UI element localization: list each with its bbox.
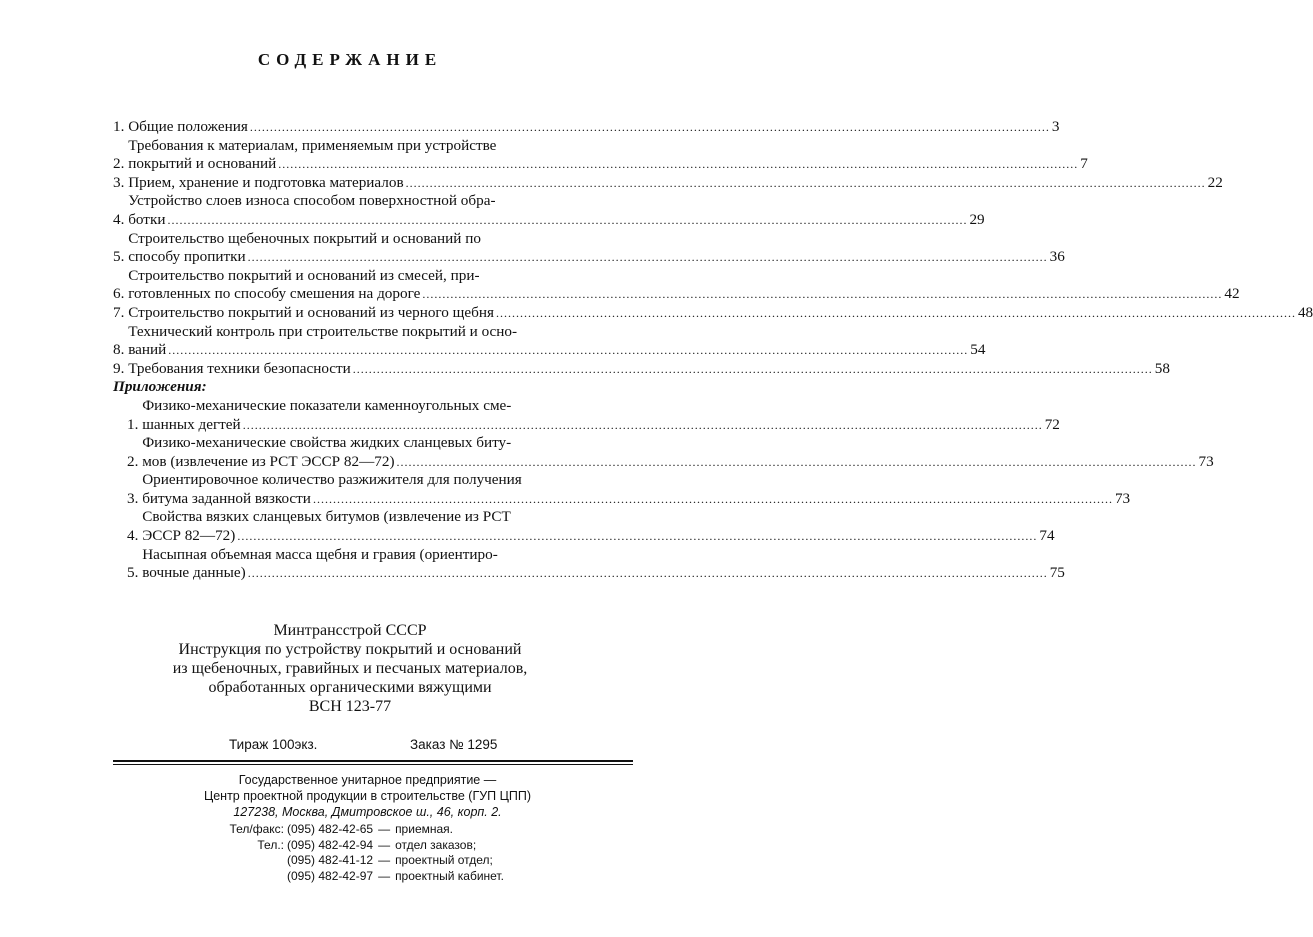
document-title-line: Инструкция по устройству покрытий и оснований (178, 641, 522, 658)
toc-entry-text: Строительство щебеночных покрытий и оснований по (128, 229, 481, 247)
toc-entry-text: Ориентировочное количество разжижителя для получения (142, 471, 522, 489)
document-title-line: обработанных органическими вяжущими (208, 679, 492, 696)
toc-page-number: 36 (1049, 248, 1065, 266)
toc-entry-number: 3. (113, 173, 129, 191)
toc-entry-text: Технический контроль при строительстве покрытий и осно- (128, 322, 518, 340)
toc-entry (113, 359, 1170, 379)
phone-row: (095) 482-41-12 — проектный отдел; (214, 853, 504, 869)
toc-entry (113, 192, 985, 229)
toc-page-number: 48 (1297, 303, 1313, 321)
toc-page-number: 54 (970, 341, 986, 359)
phone-desc: проектный отдел; (395, 853, 493, 867)
toc-entry (113, 118, 1060, 137)
toc-entry-text: ваний (128, 341, 167, 359)
toc-entry (113, 303, 1313, 323)
publisher-line: Государственное унитарное предприятие — (238, 773, 497, 787)
toc-entry-text: Устройство слоев износа способом поверхностной обра- (128, 192, 496, 210)
toc-page-number: 72 (1044, 415, 1060, 433)
toc-entry-number: 8. (113, 341, 129, 359)
toc-leader-dots: ........................................................................................................................................................................................................ (247, 250, 1048, 265)
phone-number: (095) 482-42-97 (287, 868, 374, 883)
publisher-line: Центр проектной продукции в строительстве (ГУП ЦПП) (203, 789, 532, 803)
toc-leader-dots: ........................................................................................................................................................................................................ (237, 529, 1038, 544)
toc-page-number: 75 (1049, 564, 1065, 582)
ministry-name: Минтрансстрой СССР (273, 622, 427, 639)
imprint-block (0, 621, 700, 716)
toc-entry (113, 136, 1088, 174)
phone-row: Тел.: (095) 482-42-94 — отдел заказов; (214, 838, 504, 854)
toc-entry (113, 396, 1060, 434)
phone-desc: отдел заказов; (395, 837, 477, 852)
toc-main-list (113, 118, 1313, 378)
toc-entry-text: Прием, хранение и подготовка материалов (128, 173, 404, 191)
toc-entry-number: 4. (127, 527, 143, 545)
toc-entry-number: 6. (113, 285, 129, 303)
toc-entry-text: Свойства вязких сланцевых битумов (извлечение из РСТ (142, 508, 511, 526)
toc-entry (113, 434, 1214, 471)
toc-leader-dots: ........................................................................................................................................................................................................ (249, 120, 1050, 134)
toc-entry-text: шанных дегтей (142, 415, 241, 433)
toc-page-number: 73 (1114, 489, 1131, 507)
toc-entry-text: мов (извлечение из РСТ ЭССР 82—72) (142, 452, 395, 470)
phone-label: Тел.: (257, 837, 284, 852)
toc-entry (113, 322, 986, 360)
toc-entry-text: ЭССР 82—72) (142, 527, 236, 545)
toc-entry (113, 545, 1065, 583)
phone-row: (095) 482-42-97 — проектный кабинет. (214, 869, 504, 885)
toc-entry (113, 266, 1240, 304)
page-title: СОДЕРЖАНИЕ (257, 50, 443, 69)
divider-thin (113, 764, 633, 765)
toc-page-number: 29 (969, 210, 985, 228)
phone-label (214, 853, 287, 869)
phone-list (214, 822, 504, 884)
toc-entry (113, 173, 1223, 193)
toc-entry-text: Общие положения (128, 118, 248, 135)
toc-entry-number: 1. (127, 415, 143, 433)
publisher-block (0, 772, 735, 820)
phone-label: Тел/факс: (229, 822, 284, 836)
toc-entry-number: 7. (113, 303, 129, 321)
toc-entry-number: 9. (113, 359, 129, 377)
phone-number: (095) 482-42-94 (287, 837, 374, 852)
table-of-contents (113, 118, 1313, 583)
toc-entry-number: 5. (127, 564, 143, 582)
divider-thick (113, 760, 633, 762)
phone-number: (095) 482-41-12 (287, 853, 374, 867)
toc-entry-number: 1. (113, 118, 129, 135)
toc-entry-text: ботки (128, 210, 166, 228)
toc-leader-dots: ........................................................................................................................................................................................................ (242, 417, 1043, 432)
toc-entry-text: битума заданной вязкости (142, 489, 311, 507)
toc-entry-text: вочные данные) (142, 564, 246, 582)
order-number: Заказ № 1295 (410, 737, 498, 752)
document-code: ВСН 123-77 (308, 698, 392, 715)
toc-leader-dots: ........................................................................................................................................................................................................ (278, 157, 1079, 172)
toc-leader-dots: ........................................................................................................................................................................................................ (495, 305, 1296, 320)
toc-entry-text: готовленных по способу смешения на дороге (128, 285, 421, 303)
toc-leader-dots: ........................................................................................................................................................................................................ (422, 287, 1223, 302)
toc-page-number: 3 (1051, 118, 1060, 135)
toc-leader-dots: ........................................................................................................................................................................................................ (312, 491, 1113, 506)
toc-entry-text: способу пропитки (128, 248, 246, 266)
toc-entry-text: Физико-механические свойства жидких сланцевых биту- (142, 434, 512, 452)
toc-leader-dots: ........................................................................................................................................................................................................ (247, 566, 1048, 581)
document-title-line: из щебеночных, гравийных и песчаных материалов, (172, 660, 528, 677)
appendix-heading: Приложения: (113, 378, 207, 396)
toc-entry-number: 2. (127, 452, 143, 470)
toc-entry-text: Строительство покрытий и оснований из смесей, при- (128, 266, 480, 284)
phone-number: (095) 482-42-65 (287, 822, 374, 836)
toc-leader-dots: ........................................................................................................................................................................................................ (396, 454, 1197, 469)
toc-appendix-list (113, 396, 1214, 583)
publisher-address: 127238, Москва, Дмитровское ш., 46, корп. 2. (233, 805, 502, 819)
toc-page-number: 74 (1039, 527, 1055, 545)
phone-label (214, 869, 287, 885)
phone-desc: приемная. (395, 822, 453, 836)
toc-entry-number: 4. (113, 210, 129, 228)
toc-entry-text: покрытий и оснований (128, 155, 277, 173)
toc-entry-number: 2. (113, 155, 129, 173)
toc-entry (113, 229, 1065, 267)
toc-entry-text: Физико-механические показатели каменноугольных сме- (142, 396, 512, 414)
toc-entry-number: 5. (113, 248, 129, 266)
toc-page-number: 58 (1154, 359, 1170, 377)
toc-page-number: 22 (1207, 173, 1223, 191)
toc-page-number: 42 (1224, 285, 1240, 303)
toc-entry-text: Требования к материалам, применяемым при устройстве (128, 136, 497, 154)
toc-entry (113, 471, 1131, 508)
phone-desc: проектный кабинет. (395, 868, 504, 883)
toc-entry (113, 508, 1055, 545)
toc-leader-dots: ........................................................................................................................................................................................................ (167, 212, 968, 227)
toc-entry-number: 3. (127, 489, 143, 507)
toc-leader-dots: ........................................................................................................................................................................................................ (168, 343, 969, 358)
toc-entry-text: Насыпная объемная масса щебня и гравия (ориентиро- (142, 545, 498, 563)
toc-leader-dots: ........................................................................................................................................................................................................ (405, 175, 1206, 190)
phone-row: Тел/факс: (095) 482-42-65 — приемная. (214, 822, 504, 838)
toc-page-number: 73 (1198, 452, 1214, 470)
toc-page-number: 7 (1080, 155, 1088, 173)
toc-entry-text: Строительство покрытий и оснований из черного щебня (128, 303, 494, 321)
toc-leader-dots: ........................................................................................................................................................................................................ (352, 361, 1153, 376)
print-run: Тираж 100экз. (229, 737, 318, 752)
toc-entry-text: Требования техники безопасности (128, 359, 351, 377)
